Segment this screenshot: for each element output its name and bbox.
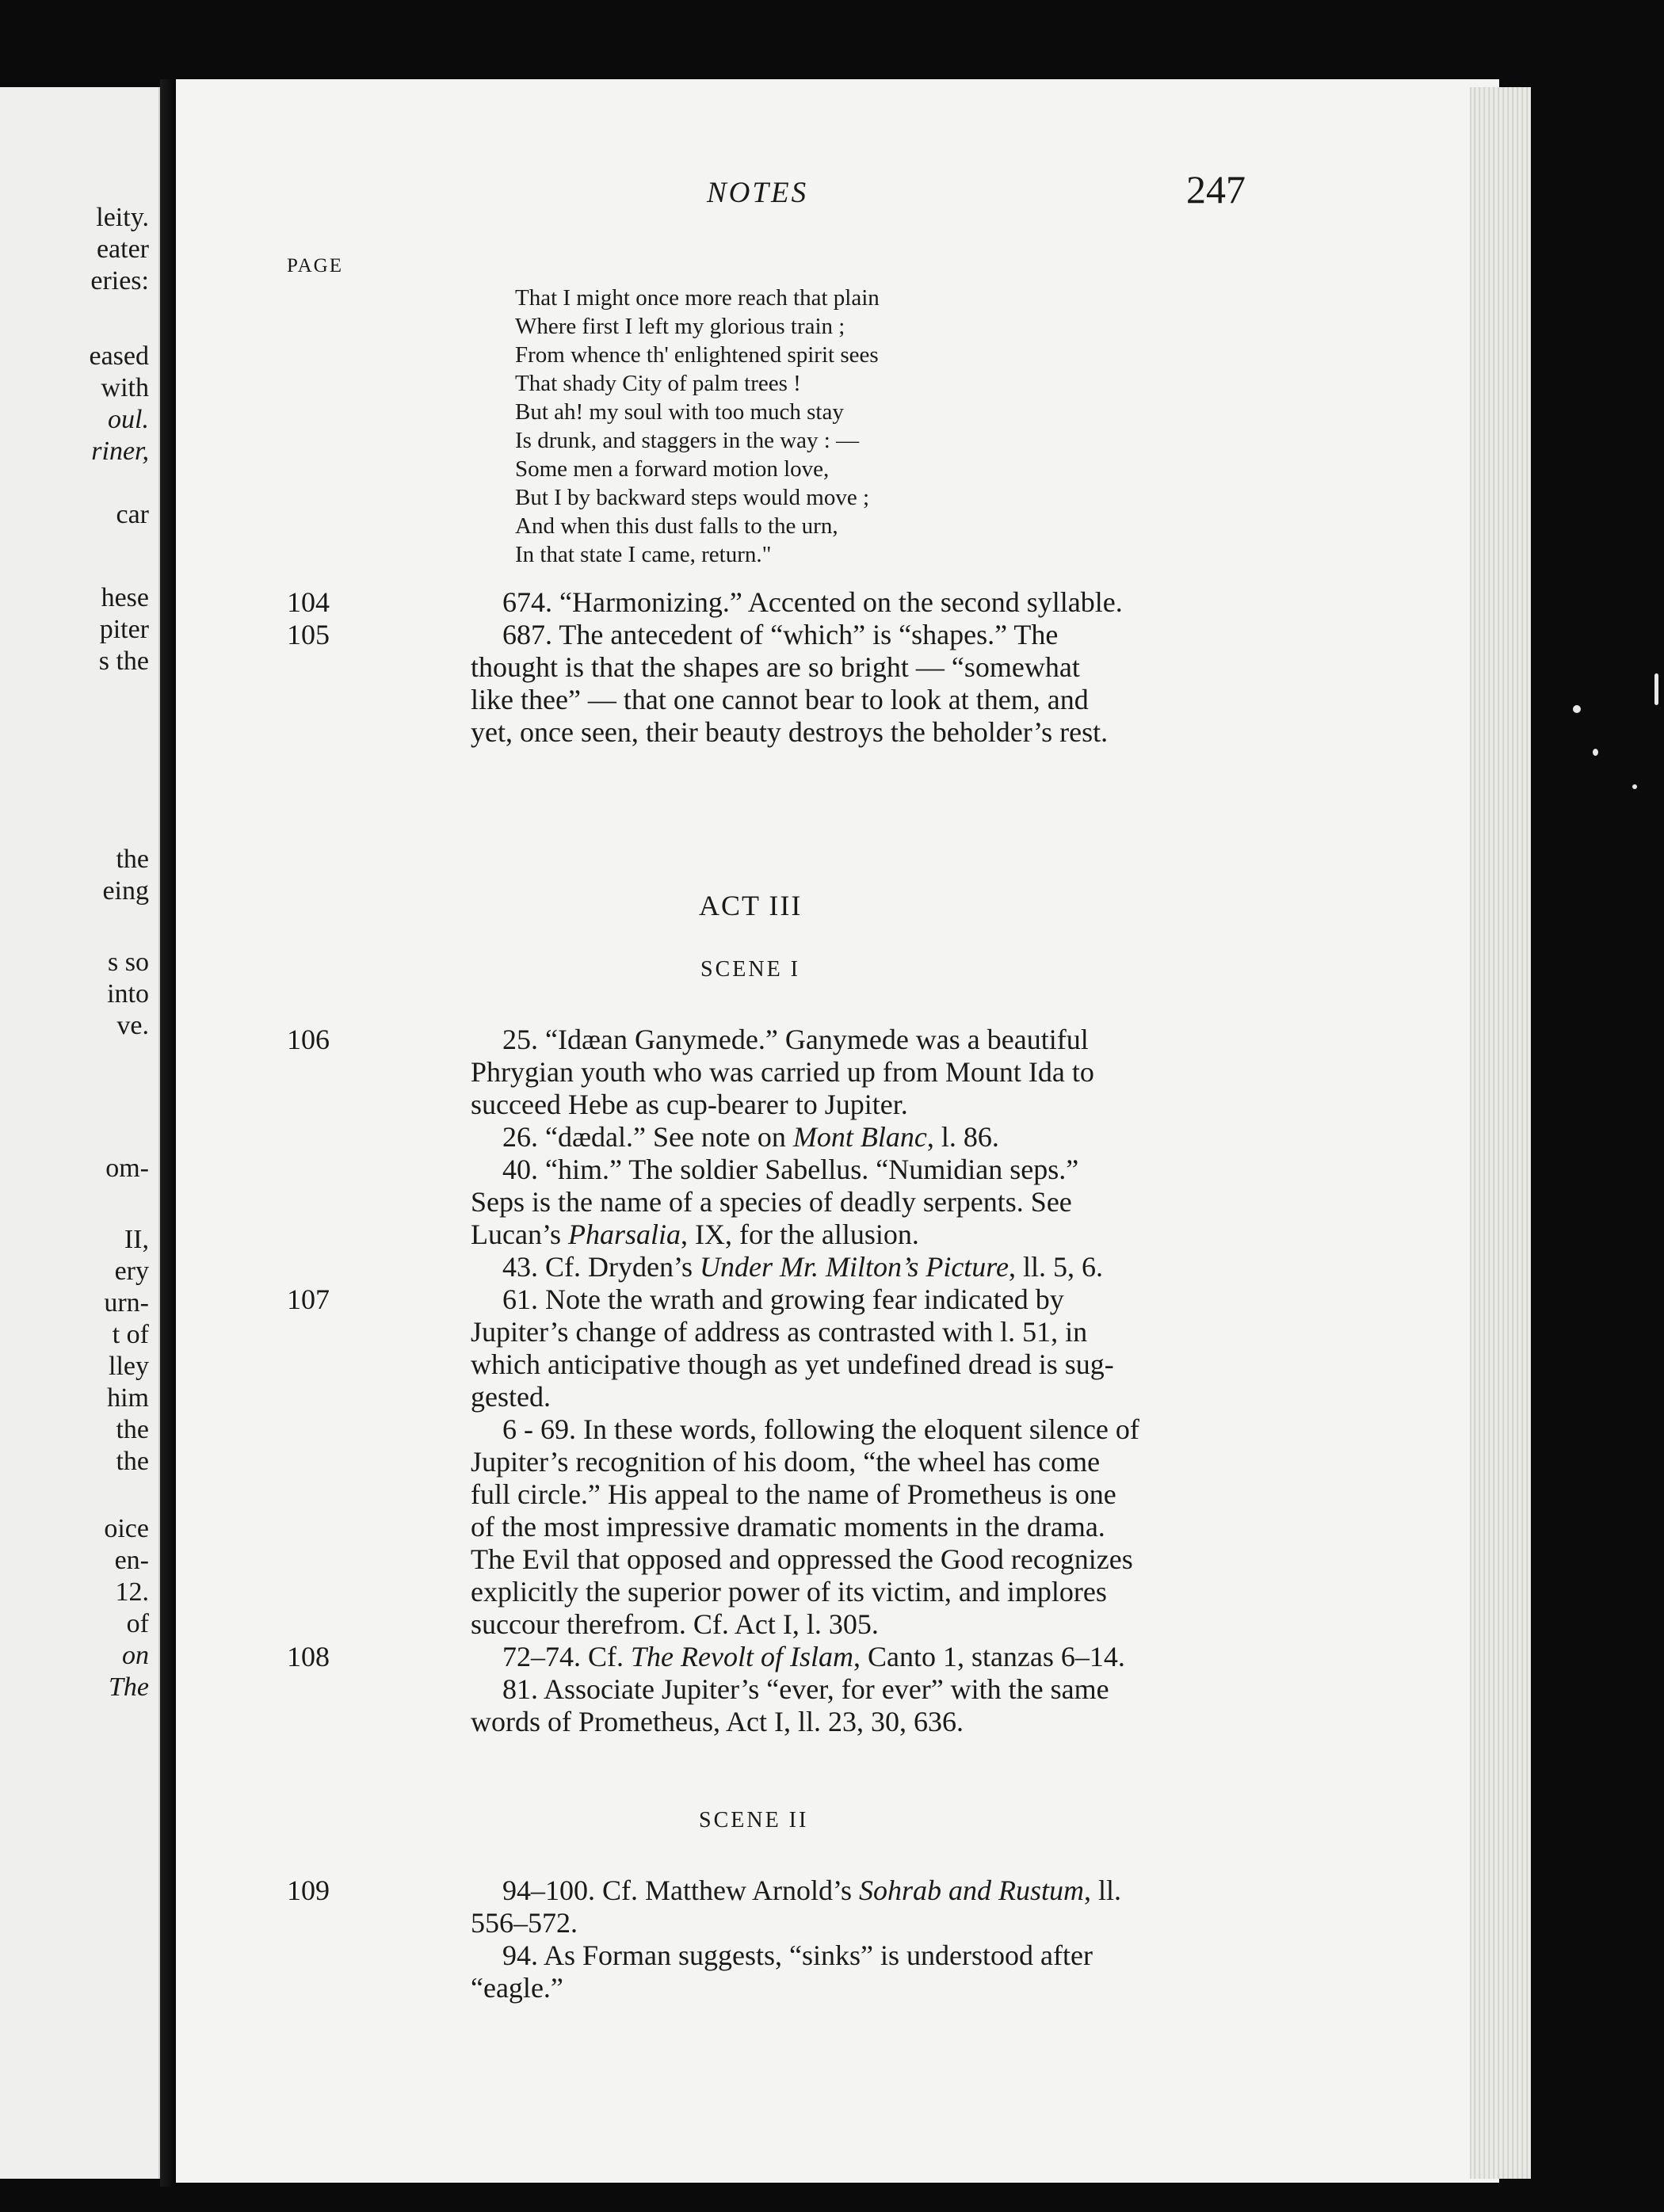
- facing-page-fragment: ve.: [116, 1011, 149, 1040]
- facing-page-left: [0, 87, 160, 2179]
- scene-one-heading: SCENE I: [700, 957, 800, 982]
- note-entry: [287, 619, 1428, 749]
- facing-page-fragment: II,: [124, 1225, 149, 1254]
- poem-line: From whence th' enlightened spirit sees: [515, 342, 879, 368]
- facing-page-fragment: eing: [102, 876, 149, 906]
- note-line: succour therefrom. Cf. Act I, l. 305.: [471, 1608, 879, 1640]
- page-column-label: PAGE: [287, 255, 343, 276]
- facing-page-fragment: s the: [98, 646, 149, 676]
- note-line: 94–100. Cf. Matthew Arnold’s Sohrab and Rustum, ll.: [502, 1874, 1122, 1906]
- facing-page-fragment: oice: [104, 1514, 149, 1543]
- facing-page-fragment: om-: [105, 1154, 149, 1183]
- note-line: succeed Hebe as cup-bearer to Jupiter.: [471, 1089, 908, 1120]
- facing-page-fragment: 12.: [115, 1577, 149, 1607]
- facing-page-fragment: him: [107, 1383, 149, 1413]
- poem-line: And when this dust falls to the urn,: [515, 513, 838, 539]
- note-line: Jupiter’s recognition of his doom, “the wheel has come: [471, 1446, 1101, 1478]
- note-entry: [287, 1939, 1428, 2004]
- note-line: “eagle.”: [471, 1972, 563, 2004]
- note-line: 25. “Idæan Ganymede.” Ganymede was a beautiful: [502, 1024, 1089, 1055]
- note-line: The Evil that opposed and oppressed the Good recognizes: [471, 1543, 1133, 1575]
- facing-page-fragment: the: [116, 1415, 149, 1444]
- note-line: 674. “Harmonizing.” Accented on the second syllable.: [502, 586, 1123, 618]
- facing-page-fragment: car: [116, 500, 149, 529]
- note-entry: [287, 1154, 1428, 1251]
- facing-page-fragment: riner,: [91, 437, 149, 466]
- note-line: thought is that the shapes are so bright — “somewhat: [471, 651, 1080, 683]
- note-line: 556–572.: [471, 1907, 578, 1939]
- facing-page-fragment: en-: [114, 1546, 149, 1575]
- poem-line: Where first I left my glorious train ;: [515, 314, 845, 339]
- page-number: 247: [1186, 167, 1246, 212]
- note-line: explicitly the superior power of its victim, and implores: [471, 1576, 1107, 1608]
- note-line: gested.: [471, 1381, 551, 1413]
- facing-page-fragment: with: [101, 373, 149, 402]
- note-line: 43. Cf. Dryden’s Under Mr. Milton’s Picture, ll. 5, 6.: [502, 1251, 1103, 1283]
- facing-page-fragment: into: [107, 979, 149, 1009]
- note-page-ref: 105: [287, 619, 330, 650]
- note-entry: [287, 1251, 1428, 1283]
- facing-page-fragment: s so: [108, 948, 149, 977]
- poem-line: That I might once more reach that plain: [515, 285, 880, 311]
- scene-two-heading: SCENE II: [699, 1808, 809, 1833]
- note-line: full circle.” His appeal to the name of Prometheus is one: [471, 1478, 1116, 1510]
- dust-speck: [1573, 705, 1581, 713]
- facing-page-fragment: the: [116, 1447, 149, 1476]
- note-line: 61. Note the wrath and growing fear indicated by: [502, 1283, 1064, 1315]
- note-line: 687. The antecedent of “which” is “shapes.” The: [502, 619, 1059, 650]
- poem-line: Some men a forward motion love,: [515, 456, 830, 482]
- facing-page-fragment: of: [126, 1609, 149, 1638]
- page-edge-stack: [1470, 87, 1531, 2179]
- note-entry: [287, 1874, 1428, 1939]
- dust-speck: [1654, 673, 1658, 705]
- running-header-title: NOTES: [707, 177, 809, 209]
- note-entry: [287, 1673, 1428, 1738]
- book-page: [176, 79, 1499, 2183]
- facing-page-fragment: on: [122, 1641, 149, 1670]
- note-entry: [287, 586, 1428, 619]
- note-line: which anticipative though as yet undefined dread is sug-: [471, 1348, 1114, 1380]
- note-line: 40. “him.” The soldier Sabellus. “Numidian seps.”: [502, 1154, 1079, 1185]
- book-gutter: [160, 79, 177, 2187]
- note-line: 26. “dædal.” See note on Mont Blanc, l. 86.: [502, 1121, 999, 1153]
- note-line: 94. As Forman suggests, “sinks” is understood after: [502, 1939, 1093, 1971]
- poem-line: Is drunk, and staggers in the way : —: [515, 428, 860, 453]
- facing-page-fragment: oul.: [108, 405, 149, 434]
- note-entry: [287, 1121, 1428, 1154]
- dust-speck: [1632, 784, 1637, 789]
- note-page-ref: 108: [287, 1641, 330, 1672]
- facing-page-fragment: t of: [112, 1320, 149, 1349]
- facing-page-fragment: ery: [114, 1257, 149, 1286]
- note-entry: [287, 1413, 1428, 1641]
- note-line: like thee” — that one cannot bear to look at them, and: [471, 684, 1089, 715]
- poem-line: But ah! my soul with too much stay: [515, 399, 844, 425]
- note-line: words of Prometheus, Act I, ll. 23, 30, 636.: [471, 1706, 964, 1737]
- facing-page-fragment: piter: [99, 615, 149, 644]
- note-page-ref: 109: [287, 1874, 330, 1906]
- note-line: 81. Associate Jupiter’s “ever, for ever” with the same: [502, 1673, 1109, 1705]
- facing-page-fragment: eries:: [90, 266, 149, 296]
- note-entry: [287, 1024, 1428, 1121]
- note-page-ref: 106: [287, 1024, 330, 1055]
- facing-page-fragment: The: [109, 1672, 149, 1702]
- note-line: Seps is the name of a species of deadly serpents. See: [471, 1186, 1072, 1218]
- note-line: of the most impressive dramatic moments in the drama.: [471, 1511, 1105, 1543]
- note-line: 6 - 69. In these words, following the eloquent silence of: [502, 1413, 1139, 1445]
- poem-line: That shady City of palm trees !: [515, 371, 801, 396]
- note-entry: [287, 1283, 1428, 1413]
- poem-line: In that state I came, return.": [515, 542, 772, 567]
- poem-line: But I by backward steps would move ;: [515, 485, 870, 510]
- facing-page-fragment: the: [116, 845, 149, 874]
- note-line: Phrygian youth who was carried up from Mount Ida to: [471, 1056, 1094, 1088]
- note-page-ref: 104: [287, 586, 330, 618]
- facing-page-fragment: eased: [89, 341, 149, 371]
- quoted-poem: [515, 284, 880, 569]
- note-page-ref: 107: [287, 1283, 330, 1315]
- facing-page-fragment: eater: [96, 235, 149, 264]
- facing-page-fragment: urn-: [104, 1288, 149, 1318]
- note-entry: [287, 1641, 1428, 1673]
- note-line: 72–74. Cf. The Revolt of Islam, Canto 1, stanzas 6–14.: [502, 1641, 1125, 1672]
- note-line: Jupiter’s change of address as contrasted with l. 51, in: [471, 1316, 1088, 1348]
- facing-page-fragment: leity.: [96, 203, 149, 232]
- note-line: yet, once seen, their beauty destroys the beholder’s rest.: [471, 716, 1109, 748]
- facing-page-fragment: hese: [101, 583, 149, 612]
- act-heading: ACT III: [699, 890, 803, 921]
- dust-speck: [1593, 749, 1598, 756]
- note-line: Lucan’s Pharsalia, IX, for the allusion.: [471, 1219, 919, 1250]
- facing-page-fragment: lley: [109, 1352, 149, 1381]
